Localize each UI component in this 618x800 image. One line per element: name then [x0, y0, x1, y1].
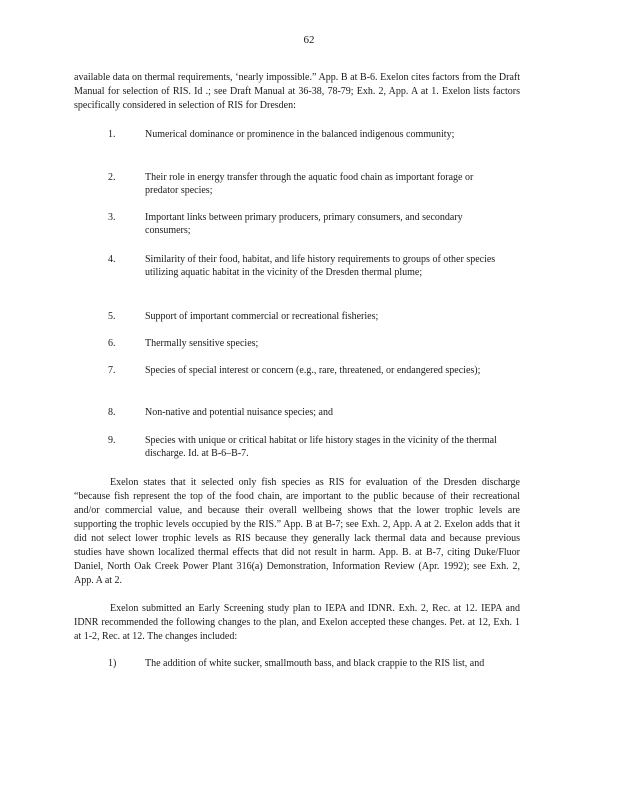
paragraph-ris-factors-intro: available data on thermal requirements, ‘nearly impossible.” App. B at B-6. Exelon cites factors from the Draft Manual for selection of RIS. Id .; see Draft Manual at 36-38, 78-79; Exh. 2, App. A at 1. Exelon lists factors specifically considered in selection of RIS for Dresden:: [74, 72, 520, 111]
list-item-text: Similarity of their food, habitat, and life history requirements to groups of other species utilizing aquatic habitat in the vicinity of the Dresden thermal plume;: [145, 254, 496, 278]
paragraph-early-screening-plan: Exelon submitted an Early Screening study plan to IEPA and IDNR. Exh. 2, Rec. at 12. IEPA and IDNR recommended the following changes to the plan, and Exelon accepted these changes. Pet. at 12, Exh. 1 at 1-2, Rec. at 12. The changes included:: [74, 603, 520, 642]
list-item-text: Numerical dominance or prominence in the balanced indigenous community;: [145, 129, 455, 140]
list-item-number: 2.: [108, 172, 116, 183]
list-item-text: Thermally sensitive species;: [145, 338, 259, 349]
list-item-number: 1.: [108, 129, 116, 140]
list-item-number: 8.: [108, 407, 116, 418]
list-item-text: Important links between primary producers, primary consumers, and secondary consumers;: [145, 212, 463, 236]
list-item-number: 7.: [108, 365, 116, 376]
list-item-text: Their role in energy transfer through the aquatic food chain as important forage or predator species;: [145, 172, 474, 196]
paragraph-fish-species-rationale: Exelon states that it selected only fish species as RIS for evaluation of the Dresden discharge “because fish represent the top of the food chain, are important to the public because of their recreational and/or commercial value, and because their overall wellbeing shows that the lower trophic levels are supporting the trophic levels occupied by the RIS.” App. B at B-7; see Exh. 2, App. A at 2. Exelon adds that it did not select lower trophic levels as RIS because they generally lack thermal data and because previous studies have shown localized thermal effects that did not result in harm. App. B. at B-7, citing Duke/Fluor Daniel, North Oak Creek Power Plant 316(a) Demonstration, Information Review (Apr. 1992); see Exh. 2, App. A at 2.: [74, 477, 520, 586]
list-item-number: 4.: [108, 254, 116, 265]
list-item-text: The addition of white sucker, smallmouth bass, and black crappie to the RIS list, and: [145, 658, 485, 669]
list-item-text: Species of special interest or concern (e.g., rare, threatened, or endangered species);: [145, 365, 481, 376]
list-item-number: 1): [108, 658, 117, 669]
list-item-text: Non-native and potential nuisance species; and: [145, 407, 333, 418]
list-item-number: 6.: [108, 338, 116, 349]
list-item-number: 3.: [108, 212, 116, 223]
page-number: 62: [303, 34, 315, 46]
list-item-number: 9.: [108, 435, 116, 446]
list-item-text: Support of important commercial or recreational fisheries;: [145, 311, 379, 322]
list-item-text: Species with unique or critical habitat or life history stages in the vicinity of the thermal discharge. Id. at B-6–B-7.: [145, 435, 497, 459]
list-item-number: 5.: [108, 311, 116, 322]
